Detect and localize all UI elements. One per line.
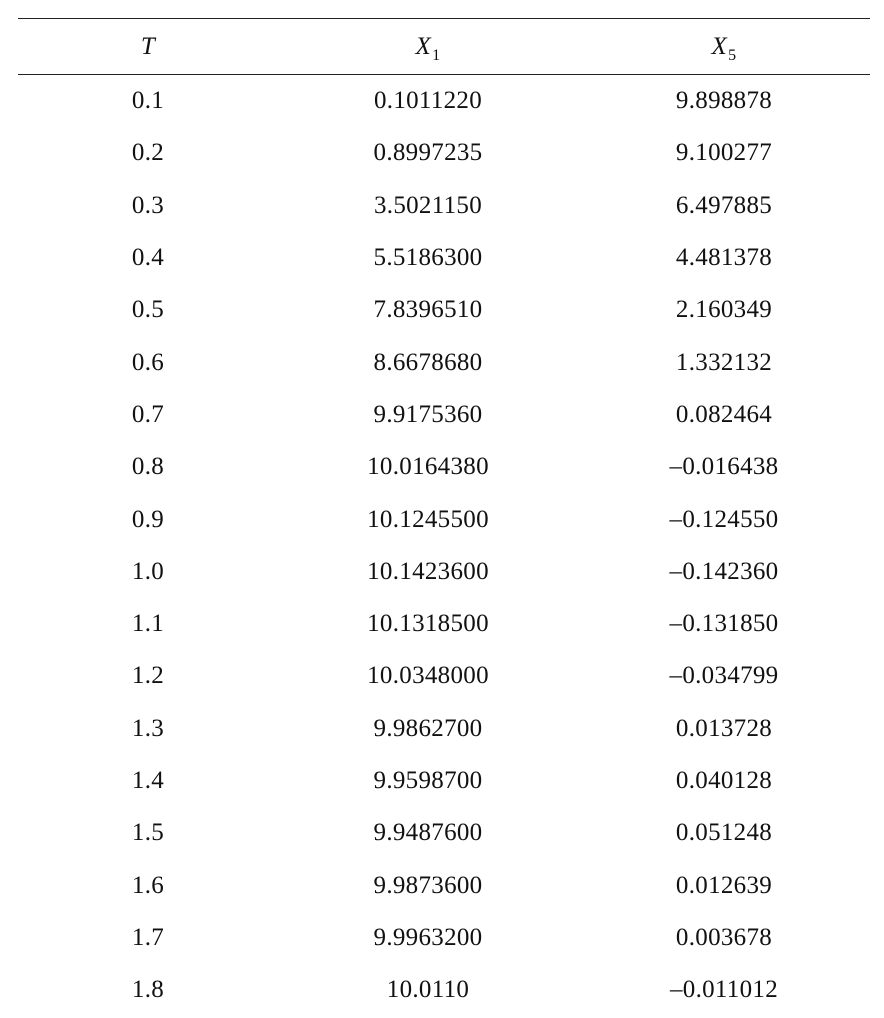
cell-t: 1.1 bbox=[131, 610, 165, 638]
cell-t: 0.8 bbox=[131, 453, 165, 481]
table-row bbox=[18, 964, 870, 1016]
cell-t: 0.4 bbox=[131, 244, 165, 272]
header-x1 bbox=[278, 19, 578, 74]
cell-x1: 8.6678680 bbox=[373, 348, 483, 376]
cell-x1: 10.0110 bbox=[386, 976, 470, 1004]
cell-x1: 9.9963200 bbox=[373, 923, 483, 951]
cell-x1: 5.5186300 bbox=[373, 244, 483, 272]
cell-x5: 2.160349 bbox=[675, 296, 773, 324]
cell-x1: 9.9175360 bbox=[373, 400, 483, 428]
table-row bbox=[18, 127, 870, 179]
header-t-symbol: T bbox=[140, 32, 156, 60]
cell-t: 0.6 bbox=[131, 348, 165, 376]
cell-x1: 9.9862700 bbox=[373, 714, 483, 742]
header-x1-symbol: X bbox=[415, 32, 432, 60]
cell-x1: 9.9873600 bbox=[373, 871, 483, 899]
cell-x5: –0.034799 bbox=[669, 662, 779, 690]
cell-t: 0.7 bbox=[131, 400, 165, 428]
cell-x1: 7.8396510 bbox=[373, 296, 483, 324]
cell-t: 1.3 bbox=[131, 714, 165, 742]
table-row bbox=[18, 493, 870, 545]
cell-x5: –0.142360 bbox=[669, 557, 779, 585]
cell-t: 0.5 bbox=[131, 296, 165, 324]
cell-x5: –0.016438 bbox=[669, 453, 779, 481]
cell-x5: 0.082464 bbox=[675, 400, 773, 428]
cell-x5: 9.100277 bbox=[675, 139, 773, 167]
cell-x1: 0.1011220 bbox=[373, 87, 483, 115]
cell-x5: 4.481378 bbox=[675, 244, 773, 272]
cell-t: 1.2 bbox=[131, 662, 165, 690]
cell-x5: 0.012639 bbox=[675, 871, 773, 899]
data-table bbox=[18, 19, 870, 74]
table-row bbox=[18, 284, 870, 336]
cell-x5: 0.040128 bbox=[675, 767, 773, 794]
table-row bbox=[18, 389, 870, 441]
cell-t: 1.8 bbox=[131, 976, 165, 1004]
header-x1-subscript: 1 bbox=[432, 46, 441, 64]
table-row bbox=[18, 546, 870, 598]
table-row bbox=[18, 232, 870, 284]
cell-t: 1.4 bbox=[131, 767, 165, 794]
cell-t: 1.6 bbox=[131, 871, 165, 899]
cell-t: 0.1 bbox=[131, 87, 165, 115]
cell-x5: 0.013728 bbox=[675, 714, 773, 742]
cell-x5: 1.332132 bbox=[675, 348, 773, 376]
cell-x1: 9.9487600 bbox=[373, 819, 483, 847]
table-body bbox=[18, 75, 870, 1016]
cell-t: 1.7 bbox=[131, 923, 165, 951]
cell-x1: 9.9598700 bbox=[373, 767, 483, 794]
header-x5 bbox=[578, 19, 870, 74]
table-row bbox=[18, 441, 870, 493]
table-row bbox=[18, 703, 870, 755]
header-x5-subscript: 5 bbox=[728, 46, 737, 64]
cell-x5: 0.003678 bbox=[675, 923, 773, 951]
cell-x1: 10.0348000 bbox=[367, 662, 489, 690]
cell-x5: –0.131850 bbox=[669, 610, 779, 638]
data-table-body bbox=[18, 75, 870, 1016]
cell-x1: 10.0164380 bbox=[367, 453, 489, 481]
table-row bbox=[18, 180, 870, 232]
cell-x1: 0.8997235 bbox=[373, 139, 483, 167]
cell-x5: –0.124550 bbox=[669, 505, 779, 533]
cell-x5: 6.497885 bbox=[675, 191, 773, 219]
cell-x1: 10.1245500 bbox=[367, 505, 489, 533]
cell-x5: –0.011012 bbox=[669, 976, 779, 1004]
header-x5-symbol: X bbox=[711, 32, 728, 60]
header-t bbox=[18, 19, 278, 74]
table-row bbox=[18, 755, 870, 807]
cell-t: 1.5 bbox=[131, 819, 165, 847]
cell-x1: 10.1423600 bbox=[367, 557, 489, 585]
cell-x1: 10.1318500 bbox=[367, 610, 489, 638]
cell-x1: 3.5021150 bbox=[373, 191, 483, 219]
table-row bbox=[18, 912, 870, 964]
table-row bbox=[18, 807, 870, 859]
table-row bbox=[18, 859, 870, 911]
cell-t: 1.0 bbox=[131, 557, 165, 585]
cell-t: 0.9 bbox=[131, 505, 165, 533]
table-row bbox=[18, 75, 870, 127]
table-row bbox=[18, 598, 870, 650]
table-row bbox=[18, 336, 870, 388]
table-header bbox=[18, 19, 870, 74]
table-row bbox=[18, 650, 870, 702]
header-row bbox=[18, 19, 870, 74]
cell-x5: 9.898878 bbox=[675, 87, 773, 115]
cell-t: 0.2 bbox=[131, 139, 165, 167]
cell-t: 0.3 bbox=[131, 191, 165, 219]
cell-x5: 0.051248 bbox=[675, 819, 773, 847]
data-table-container bbox=[18, 18, 870, 1016]
